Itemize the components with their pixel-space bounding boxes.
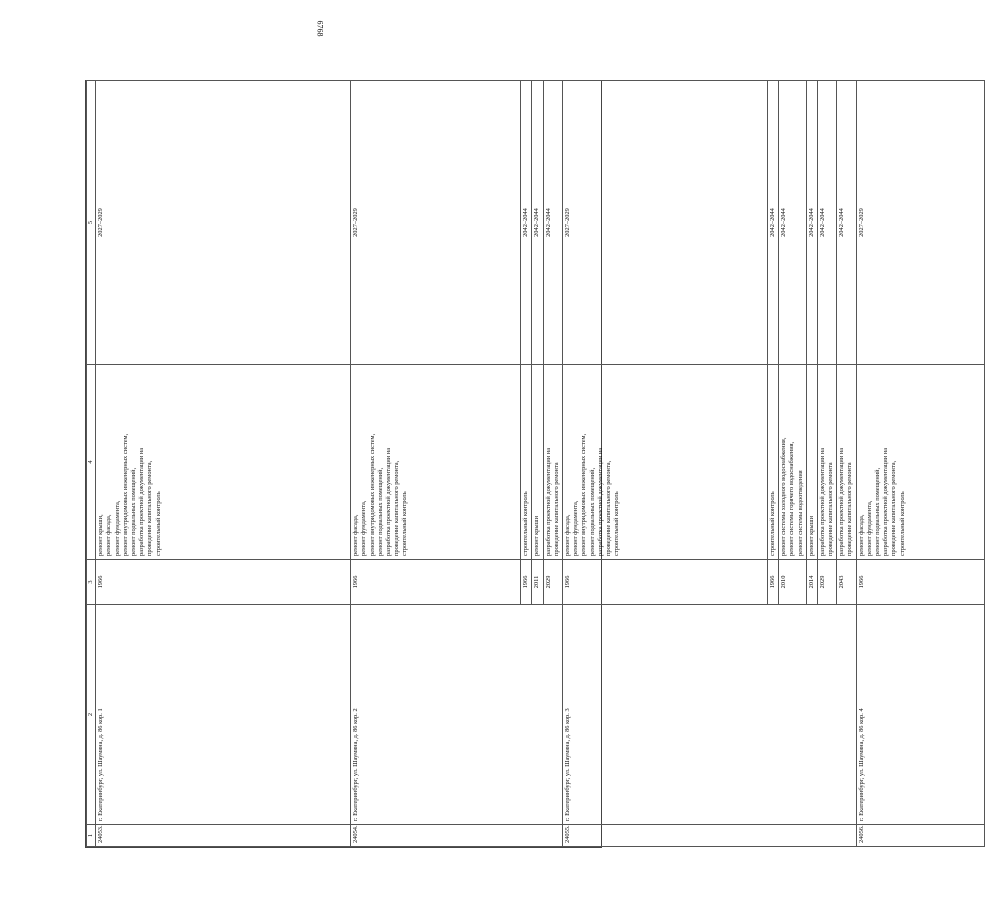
period-cell: 2042–2044 — [543, 81, 562, 365]
row-number-cell: 24053. — [96, 825, 351, 847]
work-item-text: разработка проектной документации на — [544, 447, 552, 556]
work-item-text: проведение капитального ремонта, — [604, 460, 612, 556]
work-item-text: ремонт подвальных помещений, — [874, 467, 881, 556]
work-item-text: ремонт фасада, — [563, 514, 571, 556]
works-cell — [562, 365, 767, 560]
works-cell — [96, 365, 351, 560]
works-cell — [837, 365, 856, 560]
work-item-text: ремонт крыши — [533, 515, 541, 556]
period-cell: 2042–2044 — [532, 81, 543, 365]
work-item-text: ремонт крыши — [807, 515, 815, 556]
column-header-2: 2 — [87, 605, 96, 825]
year-cell: 2029 — [817, 560, 836, 605]
work-item-text: проведение капитального ремонта — [846, 462, 854, 556]
period-cell: 2042–2044 — [521, 81, 532, 365]
year-cell: 1966 — [351, 560, 521, 605]
work-item-text: разработка проектной документации на — [384, 447, 392, 556]
column-header-5: 5 — [87, 81, 96, 365]
work-item-text: разработка проектной документации на — [882, 447, 890, 556]
works-cell — [521, 365, 532, 560]
row-number-cell: 24055. — [562, 825, 856, 847]
year-cell: 1966 — [521, 560, 532, 605]
work-item-text: разработка проектной документации на — [138, 447, 146, 556]
work-item-text: ремонт подвальных помещений, — [376, 467, 384, 556]
year-cell: 2043 — [837, 560, 856, 605]
work-item-text: проведение капитального ремонта, — [393, 460, 401, 556]
year-cell: 1966 — [96, 560, 351, 605]
page-number: 6768 — [315, 20, 325, 37]
period-cell: 2027–2029 — [856, 81, 984, 365]
period-cell: 2042–2044 — [767, 81, 778, 365]
period-cell: 2027–2029 — [96, 81, 351, 365]
address-cell: г. Екатеринбург, ул. Шаумяна, д. 86 кор. 2 — [351, 605, 563, 825]
table-row — [856, 81, 984, 847]
row-number-cell: 24054. — [351, 825, 563, 847]
work-item-text: разработка проектной документации на — [838, 447, 846, 556]
table-body — [96, 81, 984, 847]
table-row — [96, 81, 351, 847]
period-cell: 2042–2044 — [817, 81, 836, 365]
period-cell: 2027–2029 — [351, 81, 521, 365]
work-item-text: проведение капитального ремонта — [552, 462, 560, 556]
year-cell: 1966 — [856, 560, 984, 605]
work-item-text: строительный контроль — [898, 491, 906, 556]
work-item-text: строительный контроль — [768, 491, 776, 556]
address-cell: г. Екатеринбург, ул. Шаумяна, д. 86 кор. 3 — [562, 605, 856, 825]
works-cell — [817, 365, 836, 560]
work-item-text: проведение капитального ремонта — [827, 462, 835, 556]
repair-schedule-table-frame — [85, 80, 906, 848]
work-item-text: ремонт внутридомовых инженерных систем, — [121, 433, 129, 556]
work-item-text: проведение капитального ремонта, — [890, 460, 898, 556]
period-cell: 2042–2044 — [779, 81, 807, 365]
year-cell: 1966 — [767, 560, 778, 605]
work-item-text: ремонт внутридомовых инженерных систем, — [580, 433, 588, 556]
work-item-text: ремонт подвальных помещений, — [588, 467, 596, 556]
work-item-text: ремонт подвальных помещений, — [129, 467, 137, 556]
works-cell — [806, 365, 817, 560]
repair-schedule-table — [86, 80, 985, 847]
work-item-text: ремонт системы горячего водоснабжения, — [788, 441, 796, 556]
row-number-cell: 24056. — [856, 825, 984, 847]
work-item-text: разработка проектной документации на — [596, 447, 604, 556]
year-cell: 2029 — [543, 560, 562, 605]
table-row — [562, 81, 767, 847]
works-cell — [532, 365, 543, 560]
work-item-text: ремонт фундамента, — [572, 500, 580, 556]
work-item-text: разработка проектной документации на — [818, 447, 826, 556]
column-header-3: 3 — [87, 560, 96, 605]
column-header-1: 1 — [87, 825, 96, 847]
works-cell — [767, 365, 778, 560]
period-cell: 2042–2044 — [806, 81, 817, 365]
works-cell — [779, 365, 807, 560]
work-item-text: ремонт фундамента, — [865, 500, 873, 556]
year-cell: 2011 — [532, 560, 543, 605]
work-item-text: строительный контроль — [401, 491, 409, 556]
work-item-text: строительный контроль — [613, 491, 621, 556]
work-item-text: ремонт системы водоотведения — [796, 470, 804, 556]
work-item-text: ремонт фасада, — [352, 514, 360, 556]
work-item-text: ремонт внутридомовых инженерных систем, — [368, 433, 376, 556]
period-cell: 2042–2044 — [837, 81, 856, 365]
work-item-text: ремонт системы холодного водоснабжения, — [780, 437, 788, 556]
work-item-text: строительный контроль — [522, 491, 530, 556]
work-item-text: ремонт фасада, — [857, 514, 865, 556]
column-number-header-row — [87, 81, 96, 847]
works-cell — [856, 365, 984, 560]
work-item-text: ремонт фасада, — [105, 514, 113, 556]
address-cell: г. Екатеринбург, ул. Шаумяна, д. 86 кор. 4 — [856, 605, 984, 825]
table-row — [351, 81, 521, 847]
works-cell — [543, 365, 562, 560]
works-cell — [351, 365, 521, 560]
work-item-text: ремонт фундамента, — [113, 500, 121, 556]
year-cell: 2010 — [779, 560, 807, 605]
rotated-table-container — [86, 81, 906, 847]
period-cell: 2027–2029 — [562, 81, 767, 365]
year-cell: 2014 — [806, 560, 817, 605]
year-cell: 1966 — [562, 560, 767, 605]
column-header-4: 4 — [87, 365, 96, 560]
work-item-text: ремонт крыши, — [97, 514, 105, 556]
work-item-text: ремонт фундамента, — [360, 500, 368, 556]
work-item-text: проведение капитального ремонта, — [146, 460, 154, 556]
work-item-text: строительный контроль — [154, 491, 162, 556]
address-cell: г. Екатеринбург, ул. Шаумяна, д. 86 кор. 1 — [96, 605, 351, 825]
